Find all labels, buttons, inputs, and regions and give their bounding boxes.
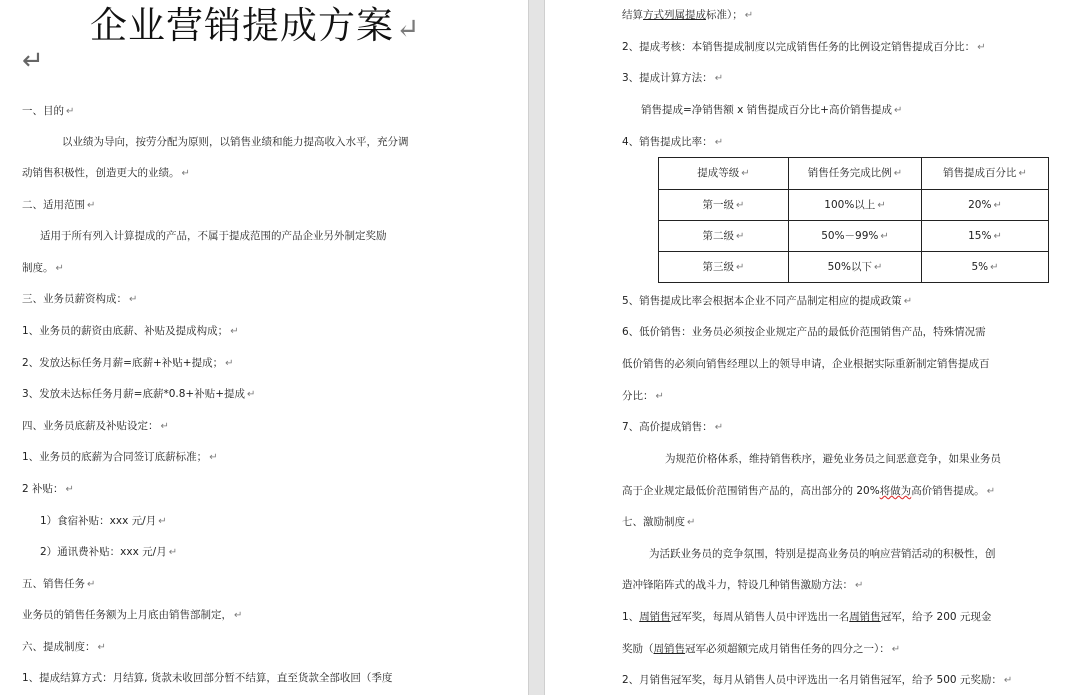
table-cell: 15% ↵: [922, 221, 1049, 252]
list-item: 6、低价销售：业务员必须按企业规定产品的最低价范围销售产品，特殊情况需: [622, 326, 986, 338]
list-item: 5、销售提成比率会根据本企业不同产品制定相应的提成政策 ↵: [622, 295, 913, 307]
paragraph-mark-icon: ↵: [230, 326, 239, 337]
paragraph-mark-icon: ↵: [87, 200, 96, 211]
paragraph-mark-icon: ↵: [87, 579, 96, 590]
paragraph-mark-icon: ↵: [396, 12, 421, 45]
table-cell: 50%以下 ↵: [789, 252, 922, 283]
paragraph-mark-icon: ↵: [986, 486, 996, 497]
list-item: 1、业务员的薪资由底薪、补贴及提成构成； ↵: [22, 325, 239, 337]
list-item: 3、发放未达标任务月薪=底薪*0.8+补贴+提成 ↵: [22, 388, 256, 400]
table-header-cell: 提成等级 ↵: [659, 158, 789, 190]
paragraph-mark-icon: ↵: [714, 73, 724, 84]
paragraph-mark-icon: ↵: [97, 642, 106, 653]
paragraph-mark-icon: ↵: [65, 484, 74, 495]
paragraph-text: 造冲锋陷阵式的战斗力，特设几种销售激励方法： ↵: [622, 579, 864, 591]
paragraph-text: 分比： ↵: [622, 390, 664, 402]
section-heading-commission: 六、提成制度： ↵: [22, 641, 106, 653]
section-heading-purpose: 一、目的 ↵: [22, 105, 75, 117]
paragraph-mark-icon: ↵: [168, 547, 178, 558]
paragraph-mark-icon: ↵: [891, 644, 901, 655]
table-cell: 第一级 ↵: [659, 190, 789, 221]
table-header-cell: 销售任务完成比例 ↵: [789, 158, 922, 190]
paragraph-text: 动销售积极性，创造更大的业绩。 ↵: [22, 167, 190, 179]
paragraph-text: 业务员的销售任务额为上月底由销售部制定， ↵: [22, 609, 243, 621]
paragraph-mark-icon: ↵: [687, 517, 696, 528]
document-title: [90, 4, 420, 51]
paragraph-mark-icon: ↵: [160, 421, 169, 432]
table-cell: 第三级 ↵: [659, 252, 789, 283]
list-item: 7、高价提成销售： ↵: [622, 421, 724, 433]
table-row: [659, 252, 1049, 283]
table-header-row: [659, 158, 1049, 190]
paragraph-text: 结算方式列属提成标准）； ↵: [622, 9, 754, 21]
paragraph-mark-icon: ↵: [714, 137, 724, 148]
paragraph-mark-icon: ↵: [903, 296, 913, 307]
table-cell: 第二级 ↵: [659, 221, 789, 252]
section-heading-incentive: 七、激励制度 ↵: [622, 516, 696, 528]
paragraph-text: 低价销售的必须向销售经理以上的领导申请，企业根据实际重新制定销售提成百: [622, 358, 990, 370]
paragraph-mark-icon: ↵: [209, 452, 218, 463]
paragraph-text: 奖励（周销售冠军必须超额完成月销售任务的四分之一）： ↵: [622, 643, 901, 655]
table-cell: 20% ↵: [922, 190, 1049, 221]
paragraph-text: 为规范价格体系，维持销售秩序，避免业务员之间恶意竞争，如果业务员: [665, 453, 1001, 465]
page-gap: [528, 0, 545, 695]
list-item: 2、提成考核：本销售提成制度以完成销售任务的比例设定销售提成百分比： ↵: [622, 41, 986, 53]
paragraph-mark-icon: ↵: [714, 422, 724, 433]
paragraph-text: 适用于所有列入计算提成的产品，不属于提成范围的产品企业另外制定奖励: [40, 230, 387, 242]
table-cell: 5% ↵: [922, 252, 1049, 283]
paragraph-mark-icon: ↵: [22, 46, 44, 76]
list-item: 4、销售提成比率： ↵: [622, 136, 724, 148]
paragraph-mark-icon: ↵: [225, 358, 234, 369]
paragraph-text: 以业绩为导向，按劳分配为原则，以销售业绩和能力提高收入水平，充分调: [62, 136, 409, 148]
list-item: 2 补贴： ↵: [22, 483, 74, 495]
paragraph-mark-icon: ↵: [234, 610, 243, 621]
list-item: 3、提成计算方法： ↵: [622, 72, 724, 84]
paragraph-mark-icon: ↵: [129, 294, 138, 305]
paragraph-mark-icon: ↵: [247, 389, 256, 400]
document-page-left: [0, 0, 528, 695]
document-page-right: [545, 0, 1080, 695]
paragraph-mark-icon: ↵: [55, 263, 64, 274]
list-item: 1）食宿补贴：xxx 元/月 ↵: [40, 515, 167, 527]
table-cell: 100%以上 ↵: [789, 190, 922, 221]
paragraph-mark-icon: ↵: [893, 105, 903, 116]
table-cell: 50%－99% ↵: [789, 221, 922, 252]
paragraph-text: 为活跃业务员的竞争氛围，特别是提高业务员的响应营销活动的积极性，创: [649, 548, 996, 560]
commission-rate-table: [658, 157, 1049, 283]
section-heading-scope: 二、适用范围 ↵: [22, 199, 96, 211]
list-item: 1、业务员的底薪为合同签订底薪标准； ↵: [22, 451, 218, 463]
list-item: 2、月销售冠军奖，每月从销售人员中评选出一名月销售冠军，给予 500 元奖励： ↵: [622, 674, 1013, 686]
paragraph-mark-icon: ↵: [158, 516, 167, 527]
spelling-flag: 将做为: [879, 485, 912, 497]
paragraph-mark-icon: ↵: [855, 580, 864, 591]
section-heading-base-pay: 四、业务员底薪及补贴设定： ↵: [22, 420, 169, 432]
list-item: 2）通讯费补贴：xxx 元/月 ↵: [40, 546, 178, 558]
paragraph-mark-icon: ↵: [744, 10, 754, 21]
paragraph-mark-icon: ↵: [655, 391, 664, 402]
table-header-cell: 销售提成百分比 ↵: [922, 158, 1049, 190]
table-row: [659, 221, 1049, 252]
title-text: 企业营销提成方案: [90, 4, 394, 47]
paragraph-mark-icon: ↵: [181, 168, 190, 179]
paragraph-text: 高于企业规定最低价范围销售产品的，高出部分的 20%将做为高价销售提成。 ↵: [622, 485, 996, 497]
paragraph-text: 制度。 ↵: [22, 262, 64, 274]
list-item: 2、发放达标任务月薪=底薪+补贴+提成； ↵: [22, 357, 234, 369]
paragraph-mark-icon: ↵: [977, 42, 986, 53]
paragraph-mark-icon: ↵: [66, 106, 75, 117]
list-item: 1、周销售冠军奖，每周从销售人员中评选出一名周销售冠军，给予 200 元现金: [622, 611, 992, 623]
section-heading-salary: 三、业务员薪资构成： ↵: [22, 293, 138, 305]
list-item: 1、提成结算方式：月结算, 货款未收回部分暂不结算，直至货款全部收回（季度: [22, 672, 393, 684]
paragraph-mark-icon: ↵: [1003, 675, 1013, 686]
table-row: [659, 190, 1049, 221]
section-heading-sales-task: 五、销售任务 ↵: [22, 578, 96, 590]
formula-text: 销售提成=净销售额 x 销售提成百分比+高价销售提成 ↵: [641, 104, 903, 116]
